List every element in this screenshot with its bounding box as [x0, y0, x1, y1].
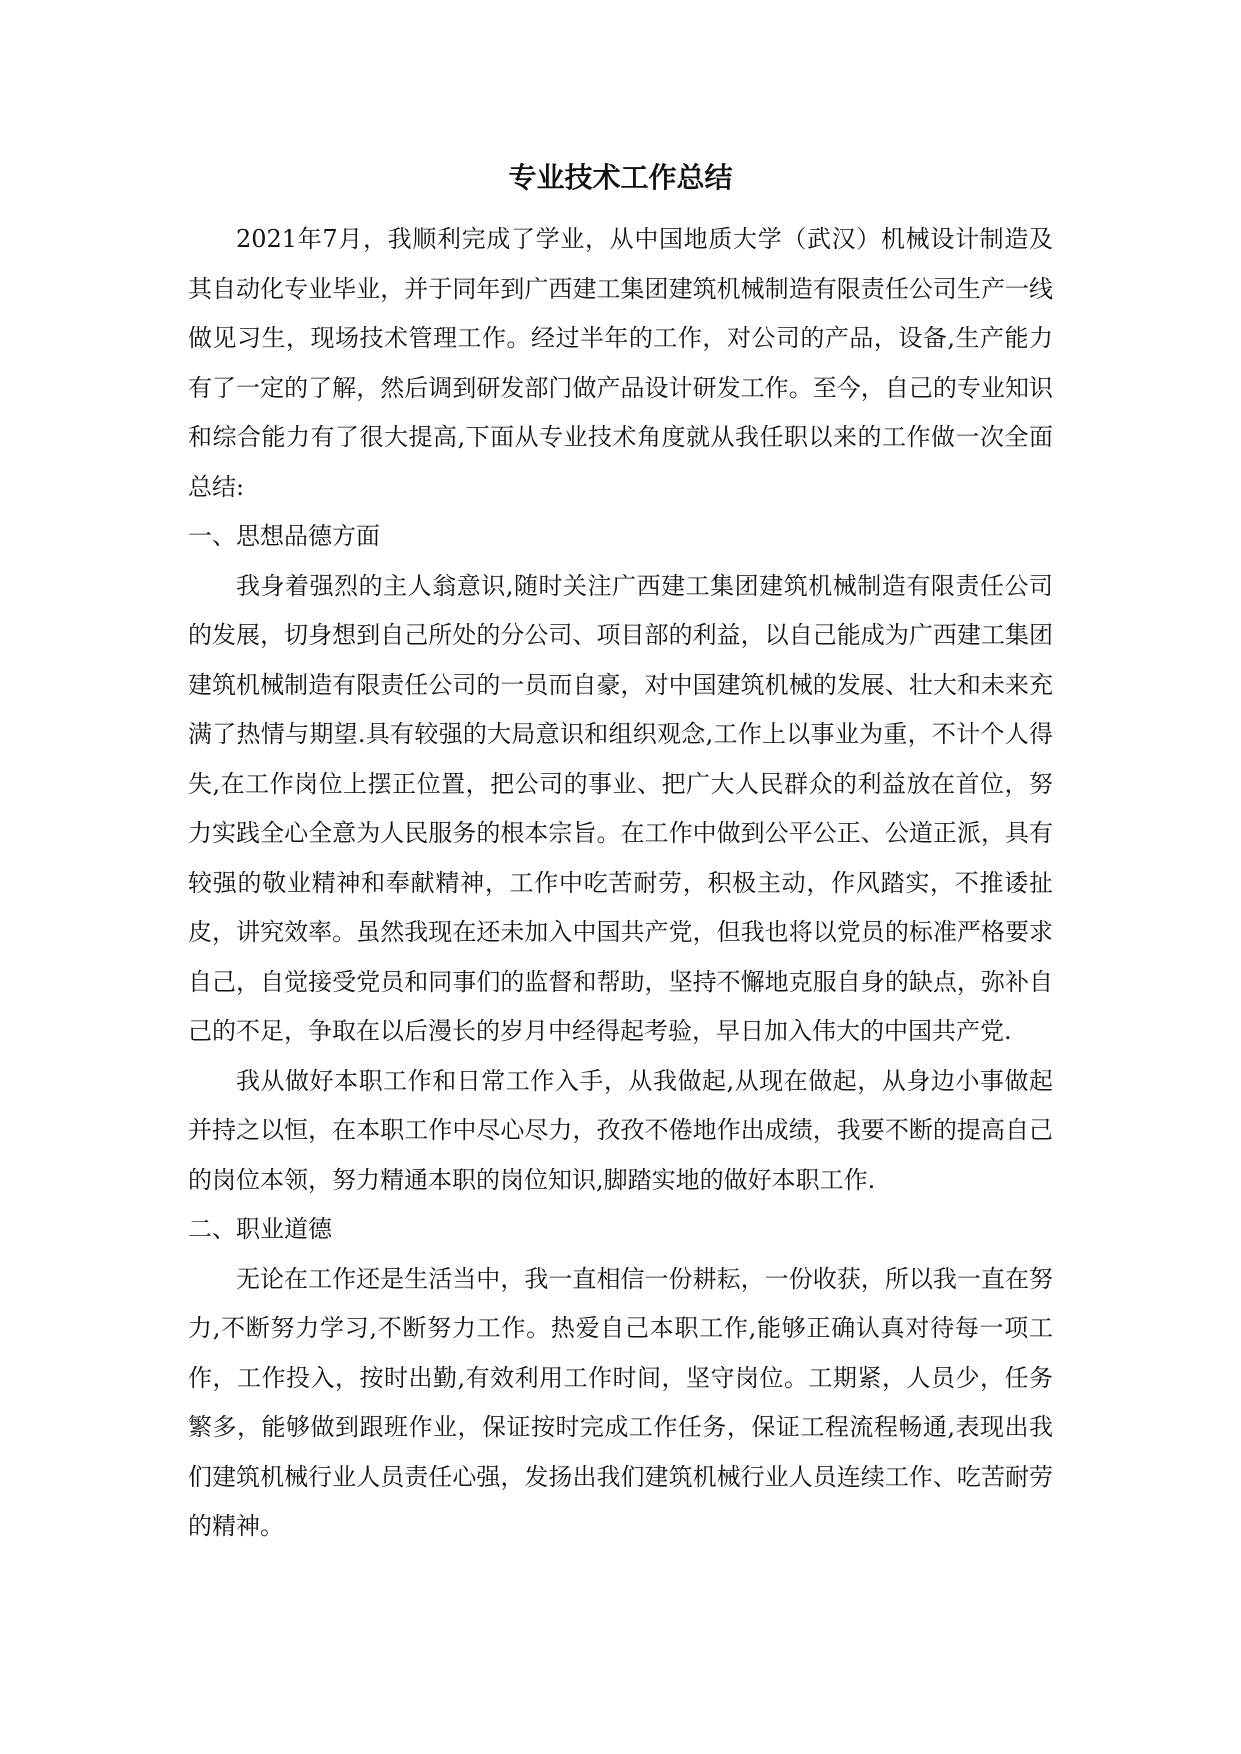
work-paragraph: 我从做好本职工作和日常工作入手，从我做起,从现在做起，从身边小事做起并持之以恒，在本职工作中尽心尽力，孜孜不倦地作出成绩，我要不断的提高自己的岗位本领，努力精通本职的岗位知识,脚踏实地的做好本职工作.	[188, 1066, 1053, 1194]
intro-paragraph: 2021年7月，我顺利完成了学业，从中国地质大学（武汉）机械设计制造及其自动化专业毕业，并于同年到广西建工集团建筑机械制造有限责任公司生产一线做见习生，现场技术管理工作。经过半年的工作，对公司的产品，设备,生产能力有了一定的了解，然后调到研发部门做产品设计研发工作。至今，自己的专业知识和综合能力有了很大提高,下面从专业技术角度就从我任职以来的工作做一次全面总结:	[188, 225, 1053, 501]
document-body	[188, 215, 1053, 1552]
ethics-paragraph: 无论在工作还是生活当中，我一直相信一份耕耘，一份收获，所以我一直在努力,不断努力学习,不断努力工作。热爱自己本职工作,能够正确认真对待每一项工作，工作投入，按时出勤,有效利用工作时间，坚守岗位。工期紧，人员少，任务繁多，能够做到跟班作业，保证按时完成工作任务，保证工程流程畅通,表现出我们建筑机械行业人员责任心强，发扬出我们建筑机械行业人员连续工作、吃苦耐劳的精神。	[188, 1264, 1053, 1540]
document-title: 专业技术工作总结	[508, 161, 733, 194]
section-heading-ideology: 一、思想品德方面	[188, 522, 380, 550]
section-heading-ethics: 二、职业道德	[188, 1215, 332, 1243]
ideology-paragraph: 我身着强烈的主人翁意识,随时关注广西建工集团建筑机械制造有限责任公司的发展，切身想到自己所处的分公司、项目部的利益，以自己能成为广西建工集团建筑机械制造有限责任公司的一员而自豪，对中国建筑机械的发展、壮大和未来充满了热情与期望.具有较强的大局意识和组织观念,工作上以事业为重，不计个人得失,在工作岗位上摆正位置，把公司的事业、把广大人民群众的利益放在首位，努力实践全心全意为人民服务的根本宗旨。在工作中做到公平公正、公道正派，具有较强的敬业精神和奉献精神，工作中吃苦耐劳，积极主动，作风踏实，不推诿扯皮，讲究效率。虽然我现在还未加入中国共产党，但我也将以党员的标准严格要求自己，自觉接受党员和同事们的监督和帮助，坚持不懈地克服自身的缺点，弥补自己的不足，争取在以后漫长的岁月中经得起考验，早日加入伟大的中国共产党.	[188, 571, 1053, 1045]
